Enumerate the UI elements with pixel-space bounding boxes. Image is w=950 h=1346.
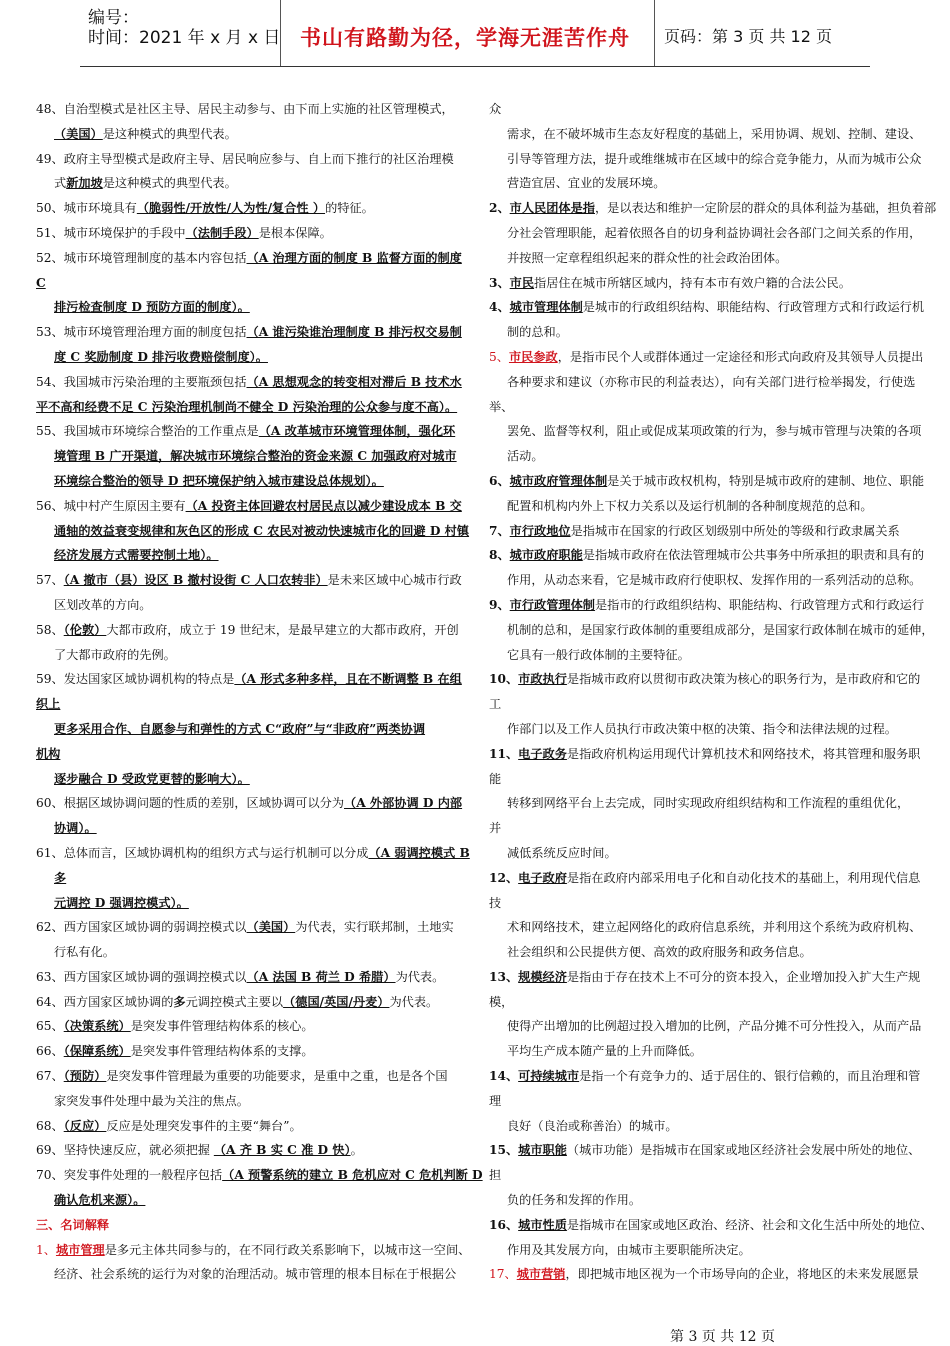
- text-segment: 14、: [489, 1069, 519, 1084]
- text-line: [489, 1089, 915, 1114]
- text-segment: 是突发事件管理结构体系的核心。: [130, 1019, 314, 1034]
- text-segment: 并按照一定章程组织起来的群众性的社会政治团体。: [507, 250, 788, 265]
- answer-text: 织上: [36, 697, 61, 712]
- answer-text: （伦敦）: [63, 622, 107, 637]
- right-column: [489, 97, 937, 1287]
- text-segment: 担: [489, 1168, 502, 1183]
- text-line: [489, 1114, 915, 1139]
- text-line: [489, 295, 925, 320]
- text-line: [36, 965, 450, 990]
- text-segment: 65、: [36, 1019, 64, 1034]
- text-segment: 54、我国城市污染治理的主要瓶颈包括: [36, 374, 247, 389]
- text-segment: ，是指市民个人或群体通过一定途径和形式向政府及其领导人员提出: [557, 349, 924, 364]
- text-segment: 是指城市政府在依法管理城市公共事务中所承担的职责和具有的: [582, 548, 925, 563]
- answer-text: （决策系统）: [63, 1019, 131, 1034]
- text-line: [36, 1114, 450, 1139]
- text-segment: 作部门以及工作人员执行市政决策中枢的决策、指令和法律法规的过程。: [507, 721, 897, 736]
- text-line: [489, 593, 925, 618]
- text-line: [489, 1014, 922, 1039]
- text-segment: 术和网络技术，建立起网络化的政府信息系统，并利用这个系统为政府机构、: [507, 920, 922, 935]
- text-segment: 引导等管理方法，提升或维继城市在区域中的综合竞争能力，从而为城市公众: [507, 151, 922, 166]
- answer-text: 平不高和经费不足 C 污染治理机制尚不健全 D 污染治理的公众参与度不高）。: [36, 399, 458, 414]
- answer-text: 规模经济: [518, 969, 567, 984]
- answer-text: 市行政管理体制: [509, 597, 595, 612]
- text-segment: 57、: [36, 573, 64, 588]
- text-segment: 是指城市在国家的行政区划级别中所处的等级和行政隶属关系: [570, 523, 900, 538]
- text-segment: 13、: [489, 969, 519, 984]
- answer-text: 多: [54, 870, 67, 885]
- text-segment: 营造宜居、宜业的发展环境。: [507, 176, 666, 191]
- text-line: [36, 494, 462, 519]
- text-line: [489, 1163, 915, 1188]
- text-line: [36, 444, 457, 469]
- document-number-label: 编号：: [88, 8, 139, 28]
- text-segment: 67、: [36, 1069, 64, 1084]
- answer-text: （A 弱调控模式 B: [368, 845, 470, 860]
- text-line: [36, 1039, 450, 1064]
- text-segment: 需求，在不破坏城市生态友好程度的基础上，采用协调、规划、控制、建设、: [507, 126, 922, 141]
- answer-text: （A 治理方面的制度 B 监督方面的制度: [246, 250, 462, 265]
- answer-text: （美国）: [54, 126, 103, 141]
- answer-text: 环境综合整治的领导 D 把环境保护纳入城市建设总体规划）。: [54, 473, 384, 488]
- text-segment: 模，: [489, 994, 514, 1009]
- text-segment: 69、坚持快速反应，就必须把握: [36, 1143, 214, 1158]
- text-segment: 使得产出增加的比例超过投入增加的比例，产品分摊不可分性投入，从而产品: [507, 1019, 922, 1034]
- text-line: [489, 667, 921, 692]
- text-segment: 50、城市环境具有: [36, 201, 137, 216]
- answer-text: （保障系统）: [63, 1044, 131, 1059]
- text-segment: 51、城市环境保护的手段中: [36, 225, 186, 240]
- text-line: [489, 147, 922, 172]
- text-line: [36, 1238, 471, 1263]
- answer-text: （A 思想观念的转变相对滞后 B 技术水: [246, 374, 462, 389]
- text-line: [489, 767, 915, 792]
- text-line: [36, 915, 454, 940]
- text-segment: 行私有化。: [54, 945, 115, 960]
- text-segment: 作用及其发展方向，由城市主要职能所决定。: [507, 1242, 751, 1257]
- text-line: [489, 444, 915, 469]
- answer-text: 元调控 D 强调控模式）。: [54, 895, 189, 910]
- text-line: [489, 1064, 921, 1089]
- text-line: [489, 370, 915, 395]
- text-line: [489, 866, 921, 891]
- text-line: [36, 419, 456, 444]
- page-footer: 第 3 页 共 12 页: [670, 1329, 775, 1345]
- text-line: [36, 147, 454, 172]
- text-line: [36, 717, 450, 742]
- text-segment: 是这种模式的典型代表。: [102, 126, 237, 141]
- text-segment: 5、: [489, 349, 509, 364]
- document-date: 时间：2021 年 x 月 x 日: [88, 28, 281, 48]
- text-line: [489, 990, 915, 1015]
- answer-text: 市行政地位: [509, 523, 571, 538]
- text-line: [36, 643, 450, 668]
- text-segment: 制的总和。: [507, 325, 568, 340]
- text-segment: 16、: [489, 1217, 519, 1232]
- text-segment: 为代表。: [395, 969, 445, 984]
- text-line: [36, 1014, 450, 1039]
- text-segment: 66、: [36, 1044, 64, 1059]
- text-segment: 转移到网络平台上去完成，同时实现政府组织结构和工作流程的重组优化，: [507, 796, 910, 811]
- left-column: [36, 97, 483, 1287]
- answer-text: （A 齐 B 实 C 准 D 快）: [213, 1143, 351, 1158]
- text-segment: 70、突发事件处理的一般程序包括: [36, 1168, 223, 1183]
- text-line: [36, 221, 450, 246]
- text-line: [489, 395, 915, 420]
- text-segment: 式: [54, 176, 67, 191]
- text-segment: 家突发事件处理中最为关注的焦点。: [54, 1093, 249, 1108]
- text-line: [36, 767, 450, 792]
- answer-text: （A 法国 B 荷兰 D 希腊）: [246, 969, 396, 984]
- text-segment: 配置和机构内外上下权力关系以及运行机制的各种制度规范的总和。: [507, 498, 873, 513]
- text-segment: 58、: [36, 622, 64, 637]
- text-line: [36, 97, 454, 122]
- text-segment: 是指市的行政组织结构、职能结构、行政管理方式和行政运行: [594, 597, 925, 612]
- text-segment: 10、: [489, 672, 519, 687]
- text-line: [489, 1039, 915, 1064]
- page-header: [80, 0, 870, 67]
- text-line: [36, 246, 462, 271]
- answer-text: （法制手段）: [185, 225, 259, 240]
- answer-text: 排污检查制度 D 预防方面的制度）。: [54, 300, 250, 315]
- text-segment: 是多元主体共同参与的，在不同行政关系影响下，以城市这一空间、: [104, 1242, 471, 1257]
- answer-text: 新加坡: [66, 176, 103, 191]
- text-line: [489, 246, 915, 271]
- answer-text: （A 外部协调 D 内部: [344, 796, 463, 811]
- text-segment: 56、城中村产生原因主要有: [36, 498, 186, 513]
- text-line: [36, 593, 450, 618]
- text-line: [489, 915, 922, 940]
- answer-text: （A 改革城市环境管理体制，强化环: [258, 424, 456, 439]
- text-segment: 是指一个有竞争力的、适于居住的、银行信赖的，而且治理和管: [579, 1069, 921, 1084]
- answer-text: 市政执行: [518, 672, 567, 687]
- answer-text: （脆弱性/开放性/人为性/复合性 ）: [136, 201, 326, 216]
- text-segment: 是根本保障。: [258, 225, 332, 240]
- answer-text: 城市管理: [55, 1242, 105, 1257]
- text-line: [36, 866, 450, 891]
- text-segment: 61、总体而言，区域协调机构的组织方式与运行机制可以分成: [36, 845, 369, 860]
- text-line: [489, 692, 915, 717]
- text-segment: 是关于城市政权机构，特别是城市政府的建制、地位、职能: [607, 473, 925, 488]
- text-segment: 12、: [489, 870, 519, 885]
- text-segment: 。: [350, 1143, 363, 1158]
- text-segment: 60、根据区域协调问题的性质的差别，区域协调可以分为: [36, 796, 345, 811]
- text-line: [36, 370, 462, 395]
- text-line: [489, 717, 915, 742]
- text-segment: 三、名词解释: [36, 1217, 110, 1232]
- text-line: [36, 345, 450, 370]
- text-line: [489, 568, 922, 593]
- text-segment: 11、: [489, 746, 519, 761]
- text-segment: 理: [489, 1093, 502, 1108]
- text-line: [489, 122, 922, 147]
- text-segment: 是这种模式的典型代表。: [102, 176, 237, 191]
- answer-text: 城市职能: [518, 1143, 567, 1158]
- text-line: [489, 97, 915, 122]
- text-segment: 6、: [489, 473, 510, 488]
- text-segment: 是指城市在国家或地区政治、经济、社会和文化生活中所处的地位、: [566, 1217, 933, 1232]
- text-line: [36, 196, 450, 221]
- text-line: [36, 791, 463, 816]
- answer-text: 度 C 奖励制度 D 排污收费赔偿制度）。: [54, 349, 268, 364]
- text-line: [36, 742, 450, 767]
- text-segment: 为代表。: [389, 994, 439, 1009]
- text-line: [36, 171, 450, 196]
- text-line: [36, 841, 470, 866]
- text-line: [489, 940, 915, 965]
- text-segment: 17、: [489, 1267, 517, 1282]
- answer-text: 逐步融合 D 受政党更替的影响大）。: [54, 771, 250, 786]
- text-line: [489, 419, 922, 444]
- text-segment: 的特征。: [325, 201, 374, 216]
- text-segment: 55、我国城市环境综合整治的工作重点是: [36, 424, 259, 439]
- text-segment: 众: [489, 102, 502, 116]
- text-segment: 48、自治型模式是社区主导、居民主动参与、由下而上实施的社区管理模式，: [36, 102, 454, 116]
- text-line: [489, 171, 915, 196]
- text-line: [36, 395, 458, 420]
- answer-text: 协调）。: [54, 821, 97, 836]
- text-line: [36, 271, 450, 296]
- text-segment: 68、: [36, 1118, 64, 1133]
- text-segment: 作用，从动态来看，它是城市政府行使职权、发挥作用的一系列活动的总称。: [507, 573, 922, 588]
- text-line: [36, 816, 450, 841]
- text-segment: 8、: [489, 548, 510, 563]
- text-line: [36, 940, 450, 965]
- text-line: [489, 494, 915, 519]
- text-segment: 3、: [489, 275, 510, 290]
- text-segment: 工: [489, 697, 502, 712]
- answer-text: （A 投资主体回避农村居民点以减少建设成本 B 交: [185, 498, 462, 513]
- text-segment: 罢免、监督等权利，阻止或促成某项政策的行为，参与城市管理与决策的各项: [507, 424, 922, 439]
- answer-text: （德国/英国/丹麦）: [283, 994, 390, 1009]
- text-line: [489, 1262, 919, 1287]
- text-segment: ，是以表达和维护一定阶层的群众的具体利益为基础，担负着部: [594, 201, 937, 216]
- text-line: [36, 1163, 483, 1188]
- text-line: [36, 990, 450, 1015]
- text-segment: 并: [489, 821, 502, 836]
- text-line: [36, 891, 450, 916]
- text-segment: 活动。: [507, 449, 544, 464]
- text-line: [36, 122, 450, 147]
- text-segment: 社会组织和公民提供方便、高效的政府服务和政务信息。: [507, 945, 812, 960]
- text-line: [489, 965, 921, 990]
- text-segment: 它具有一般行政体制的主要特征。: [507, 647, 690, 662]
- text-segment: 15、: [489, 1143, 519, 1158]
- answer-text: （A 谁污染谁治理制度 B 排污权交易制: [246, 325, 462, 340]
- text-segment: ，即把城市地区视为一个市场导向的企业，将地区的未来发展愿景: [565, 1267, 919, 1282]
- answer-text: 可持续城市: [518, 1069, 580, 1084]
- answer-text: （A 预警系统的建立 B 危机应对 C 危机判断 D: [222, 1168, 483, 1183]
- answer-text: 市民: [509, 275, 535, 290]
- answer-text: C: [36, 275, 46, 290]
- text-line: [36, 692, 450, 717]
- answer-text: 通轴的效益衰变规律和灰色区的形成 C 农民对被动快速城市化的回避 D 村镇: [54, 523, 470, 538]
- text-segment: 是指在政府内部采用电子化和自动化技术的基础上，利用现代信息: [566, 870, 921, 885]
- text-line: [36, 1089, 450, 1114]
- text-segment: 是突发事件管理最为重要的功能要求，是重中之重，也是各个国: [106, 1069, 448, 1084]
- text-segment: 59、发达国家区域协调机构的特点是: [36, 672, 235, 687]
- answer-text: 市民参政: [508, 349, 558, 364]
- text-line: [36, 1188, 450, 1213]
- text-segment: 举、: [489, 399, 514, 414]
- text-line: [36, 295, 450, 320]
- header-page-number: 页码：第 3 页 共 12 页: [664, 27, 832, 46]
- answer-text: （A 撤市（县）设区 B 撤村设街 C 人口农转非）: [63, 573, 328, 588]
- text-segment: 62、西方国家区域协调的弱调控模式以: [36, 920, 247, 935]
- text-segment: 9、: [489, 597, 510, 612]
- answer-text: 城市营销: [516, 1267, 566, 1282]
- text-segment: 7、: [489, 523, 510, 538]
- text-line: [36, 1064, 450, 1089]
- text-segment: 53、城市环境管理治理方面的制度包括: [36, 325, 247, 340]
- text-segment: 4、: [489, 300, 510, 315]
- text-segment: 52、城市环境管理制度的基本内容包括: [36, 250, 247, 265]
- text-line: [489, 643, 915, 668]
- answer-text: （A 形式多种多样，且在不断调整 B 在组: [234, 672, 462, 687]
- text-segment: 平均生产成本随产量的上升而降低。: [507, 1044, 702, 1059]
- text-segment: 1、: [36, 1242, 56, 1257]
- text-line: [489, 618, 934, 643]
- text-line: [489, 1213, 933, 1238]
- text-line: [36, 320, 462, 345]
- text-segment: 49、政府主导型模式是政府主导、居民响应参与、自上而下推行的社区治理模: [36, 151, 454, 166]
- text-segment: 是指城市政府以贯彻市政决策为核心的职务行为，是市政府和它的: [566, 672, 921, 687]
- answer-text: 城市政府职能: [509, 548, 583, 563]
- text-line: [36, 1262, 457, 1287]
- text-segment: 是突发事件管理结构体系的支撑。: [130, 1044, 314, 1059]
- text-line: [489, 841, 915, 866]
- header-divider: [654, 0, 655, 66]
- text-segment: 分社会管理职能，起着依照各自的切身利益协调社会各部门之间关系的作用，: [507, 225, 922, 240]
- text-segment: 机制的总和，是国家行政体制的重要组成部分，是国家行政体制在城市的延伸，: [507, 622, 934, 637]
- text-line: [36, 469, 450, 494]
- text-segment: 经济、社会系统的运行为对象的治理活动。城市管理的根本目标在于根据公: [54, 1267, 457, 1282]
- answer-text: 电子政务: [518, 746, 567, 761]
- text-line: [489, 196, 937, 221]
- text-line: [489, 1238, 915, 1263]
- answer-text: 城市性质: [518, 1217, 567, 1232]
- text-segment: 各种要求和建议（亦称市民的利益表达），向有关部门进行检举揭发，行使选: [507, 374, 916, 389]
- text-line: [36, 568, 462, 593]
- text-segment: 是指政府机构运用现代计算机技术和网络技术，将其管理和服务职: [566, 746, 921, 761]
- answer-text: 电子政府: [518, 870, 567, 885]
- text-line: [489, 221, 922, 246]
- text-segment: 2、: [489, 201, 510, 216]
- text-segment: 多: [173, 994, 186, 1009]
- text-segment: 减低系统反应时间。: [507, 845, 617, 860]
- text-line: [489, 816, 915, 841]
- answer-text: 城市政府管理体制: [509, 473, 608, 488]
- header-motto: 书山有路勤为径，学海无涯苦作舟: [300, 26, 630, 50]
- answer-text: （美国）: [246, 920, 296, 935]
- answer-text: 经济发展方式需要控制土地）。: [54, 548, 219, 563]
- text-line: [489, 1138, 921, 1163]
- text-segment: 元调控模式主要以: [185, 994, 284, 1009]
- text-segment: 是城市的行政组织结构、职能结构、行政管理方式和行政运行机: [582, 300, 925, 315]
- text-line: [489, 791, 915, 816]
- answer-text: （预防）: [63, 1069, 107, 1084]
- text-segment: 负的任务和发挥的作用。: [507, 1193, 642, 1208]
- text-line: [489, 320, 915, 345]
- text-segment: 能: [489, 771, 502, 786]
- text-line: [489, 742, 921, 767]
- text-segment: 是未来区域中心城市行政: [327, 573, 462, 588]
- text-segment: 区划改革的方向。: [54, 597, 152, 612]
- text-segment: 了大都市政府的先例。: [54, 647, 176, 662]
- text-segment: 反应是处理突发事件的主要“舞台”。: [106, 1118, 302, 1133]
- text-line: [36, 1138, 450, 1163]
- answer-text: 更多采用合作、自愿参与和弹性的方式 C“政府”与“非政府”两类协调: [54, 721, 426, 736]
- text-segment: 63、西方国家区域协调的强调控模式以: [36, 969, 247, 984]
- text-line: [489, 519, 915, 544]
- answer-text: 确认危机来源）。: [54, 1193, 146, 1208]
- text-segment: 良好（良治或称善治）的城市。: [507, 1118, 678, 1133]
- text-segment: 指居住在城市所辖区域内，持有本市有效户籍的合法公民。: [534, 275, 851, 290]
- text-line: [36, 1213, 450, 1238]
- text-line: [36, 543, 450, 568]
- answer-text: （反应）: [63, 1118, 107, 1133]
- text-line: [489, 891, 915, 916]
- text-line: [489, 1188, 915, 1213]
- text-line: [489, 271, 915, 296]
- answer-text: 城市管理体制: [509, 300, 583, 315]
- text-line: [36, 519, 470, 544]
- answer-text: 市人民团体是指: [509, 201, 595, 216]
- text-segment: （城市功能）是指城市在国家或地区经济社会发展中所处的地位、: [566, 1143, 921, 1158]
- text-segment: 是指由于存在技术上不可分的资本投入，企业增加投入扩大生产规: [566, 969, 921, 984]
- text-segment: 64、西方国家区域协调的: [36, 994, 174, 1009]
- text-segment: 技: [489, 895, 502, 910]
- text-line: [36, 667, 462, 692]
- text-line: [489, 345, 924, 370]
- answer-text: 机构: [36, 746, 61, 761]
- text-segment: 大都市政府，成立于 19 世纪末，是最早建立的大都市政府，开创: [106, 622, 459, 637]
- text-line: [489, 543, 925, 568]
- answer-text: 境管理 B 广开渠道，解决城市环境综合整治的资金来源 C 加强政府对城市: [54, 449, 457, 464]
- text-line: [36, 618, 459, 643]
- text-line: [489, 469, 925, 494]
- text-segment: 为代表，实行联邦制，土地实: [295, 920, 454, 935]
